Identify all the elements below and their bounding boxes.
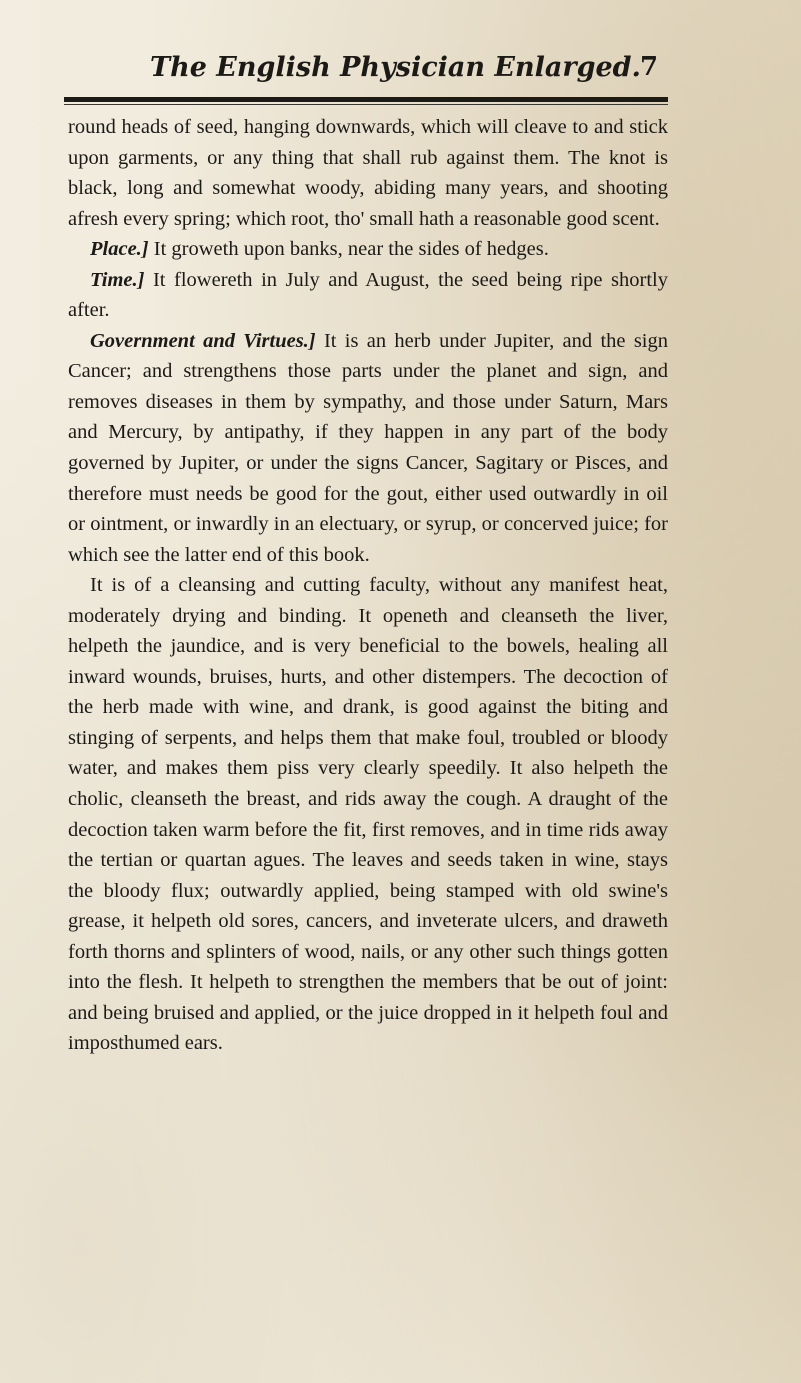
government-label: Government and Virtues.] [90, 329, 316, 352]
place-paragraph [68, 234, 668, 265]
continuation-paragraph: round heads of seed, hanging downwards, which will cleave to and stick upon garments, or any thing that shall rub against them. The knot is black, long and somewhat woody, abiding many years, and shooting afresh every spring; which root, tho' small hath a reasonable good scent. [68, 116, 668, 230]
page-header [0, 52, 801, 92]
time-paragraph [68, 265, 668, 326]
government-paragraph [68, 326, 668, 570]
time-text: It flowereth in July and August, the seed being ripe shortly after. [68, 268, 668, 322]
time-label: Time.] [90, 268, 145, 291]
page-number: 7 [640, 52, 659, 82]
virtues-paragraph: It is of a cleansing and cutting faculty, without any manifest heat, moderately drying and binding. It openeth and cleanseth the liver, helpeth the jaundice, and is very beneficial to the bowels, healing all inward wounds, bruises, hurts, and other distempers. The decoction of the herb made with wine, and drank, is good against the biting and stinging of serpents, and helps them that make foul, troubled or bloody water, and makes them piss very clearly speedily. It also helpeth the cholic, cleanseth the breast, and rids away the cough. A draught of the decoction taken warm before the fit, first removes, and in time rids away the tertian or quartan agues. The leaves and seeds taken in wine, stays the bloody flux; outwardly applied, being stamped with old swine's grease, it helpeth old sores, cancers, and inveterate ulcers, and draweth forth thorns and splinters of wood, nails, or any other such things gotten into the flesh. It helpeth to strengthen the members that be out of joint: and being bruised and applied, or the juice dropped in it helpeth foul and imposthumed ears. [68, 574, 668, 1055]
body-text [68, 112, 668, 1059]
place-text: It groweth upon banks, near the sides of hedges. [148, 238, 549, 261]
place-label: Place.] [90, 238, 149, 261]
government-text: It is an herb under Jupiter, and the sign Cancer; and strengthens those parts under the planet and sign, and removes diseases in them by sympathy, and those under Saturn, Mars and Mercury, by antipathy, if they happen in any part of the body governed by Jupiter, or under the signs Cancer, Sagitary or Pisces, and therefore must needs be good for the gout, either used outwardly in oil or ointment, or inwardly in an electuary, or syrup, or concerved juice; for which see the latter end of this book. [68, 329, 669, 566]
running-title: The English Physician Enlarged. [150, 52, 641, 83]
header-rule [64, 97, 668, 102]
header-rule-thin [64, 104, 668, 105]
